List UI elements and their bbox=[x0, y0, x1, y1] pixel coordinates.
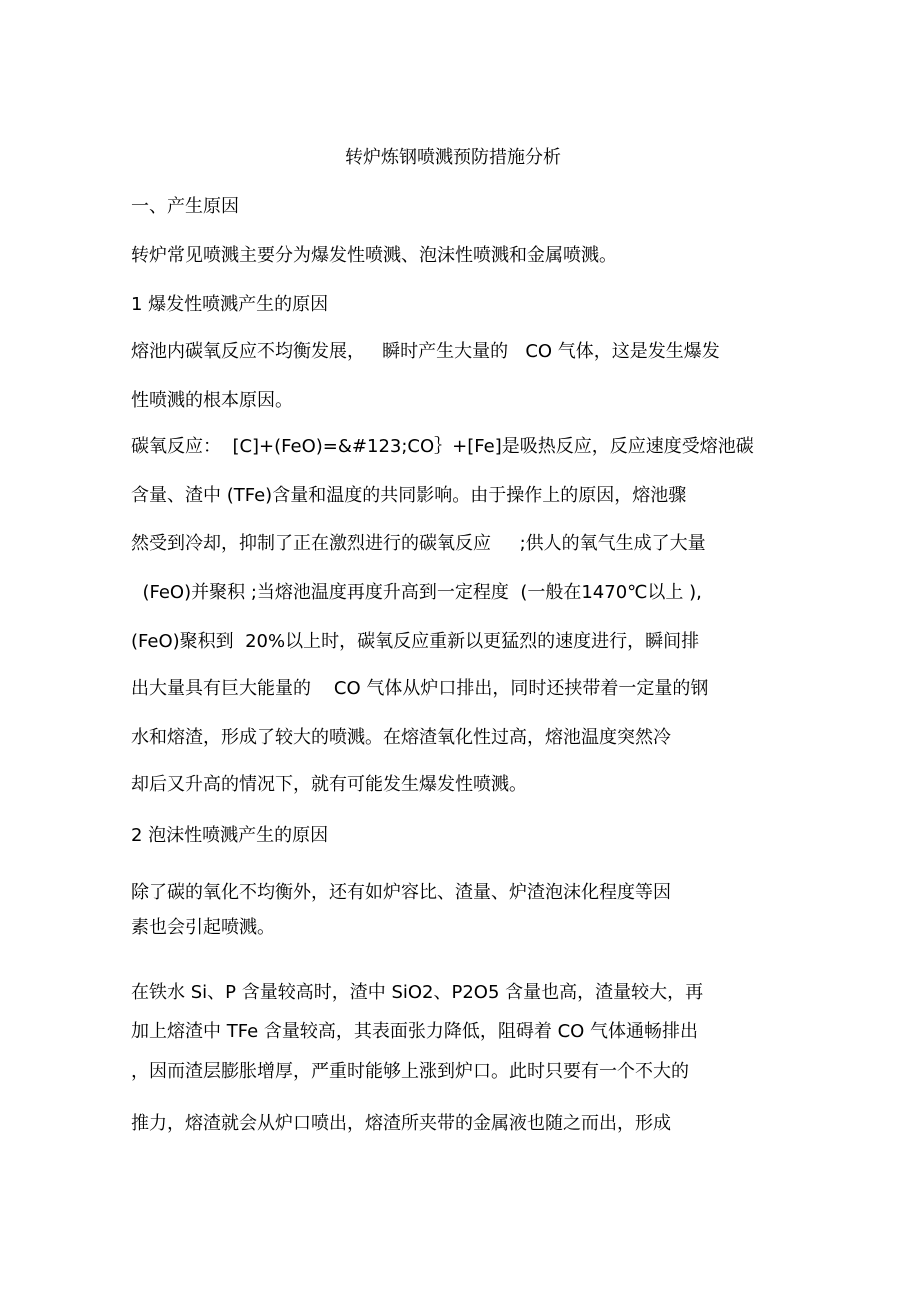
paragraph-line: 出大量具有巨大能量的 CO 气体从炉口排出，同时还挟带着一定量的钢 bbox=[131, 678, 709, 699]
section-heading-causes: 一、产生原因 bbox=[131, 196, 239, 217]
paragraph-line: 素也会引起喷溅。 bbox=[131, 917, 275, 938]
document-title: 转炉炼钢喷溅预防措施分析 bbox=[345, 147, 561, 168]
subsection-heading-foam: 2 泡沫性喷溅产生的原因 bbox=[131, 825, 329, 846]
paragraph-line: (FeO)并聚积 ;当熔池温度再度升高到一定程度 (一般在1470℃以上 ), bbox=[131, 582, 702, 603]
paragraph-line: ，因而渣层膨胀增厚，严重时能够上涨到炉口。此时只要有一个不大的 bbox=[131, 1061, 689, 1082]
paragraph-line: 推力，熔渣就会从炉口喷出，熔渣所夹带的金属液也随之而出，形成 bbox=[131, 1113, 671, 1134]
paragraph-line: (FeO)聚积到 20%以上时，碳氧反应重新以更猛烈的速度进行，瞬间排 bbox=[131, 631, 700, 652]
subsection-heading-explosive: 1 爆发性喷溅产生的原因 bbox=[131, 294, 329, 315]
paragraph-line: 在铁水 Si、P 含量较高时，渣中 SiO2、P2O5 含量也高，渣量较大，再 bbox=[131, 982, 704, 1003]
paragraph-line: 碳氧反应： [C]+(FeO)=&#123;CO｝+[Fe]是吸热反应，反应速度受熔池碳 bbox=[131, 436, 754, 457]
paragraph-line: 含量、渣中 (TFe)含量和温度的共同影响。由于操作上的原因，熔池骤 bbox=[131, 485, 687, 506]
intro-paragraph: 转炉常见喷溅主要分为爆发性喷溅、泡沫性喷溅和金属喷溅。 bbox=[131, 245, 617, 266]
paragraph-line: 加上熔渣中 TFe 含量较高，其表面张力降低，阻碍着 CO 气体通畅排出 bbox=[131, 1021, 699, 1042]
paragraph-line: 性喷溅的根本原因。 bbox=[131, 390, 293, 411]
paragraph-line: 熔池内碳氧反应不均衡发展， 瞬时产生大量的 CO 气体，这是发生爆发 bbox=[131, 341, 720, 362]
paragraph-line: 然受到冷却，抑制了正在激烈进行的碳氧反应 ;供人的氧气生成了大量 bbox=[131, 533, 706, 554]
paragraph-line: 却后又升高的情况下，就有可能发生爆发性喷溅。 bbox=[131, 774, 527, 795]
paragraph-line: 水和熔渣，形成了较大的喷溅。在熔渣氧化性过高，熔池温度突然冷 bbox=[131, 727, 671, 748]
paragraph-line: 除了碳的氧化不均衡外，还有如炉容比、渣量、炉渣泡沫化程度等因 bbox=[131, 882, 671, 903]
